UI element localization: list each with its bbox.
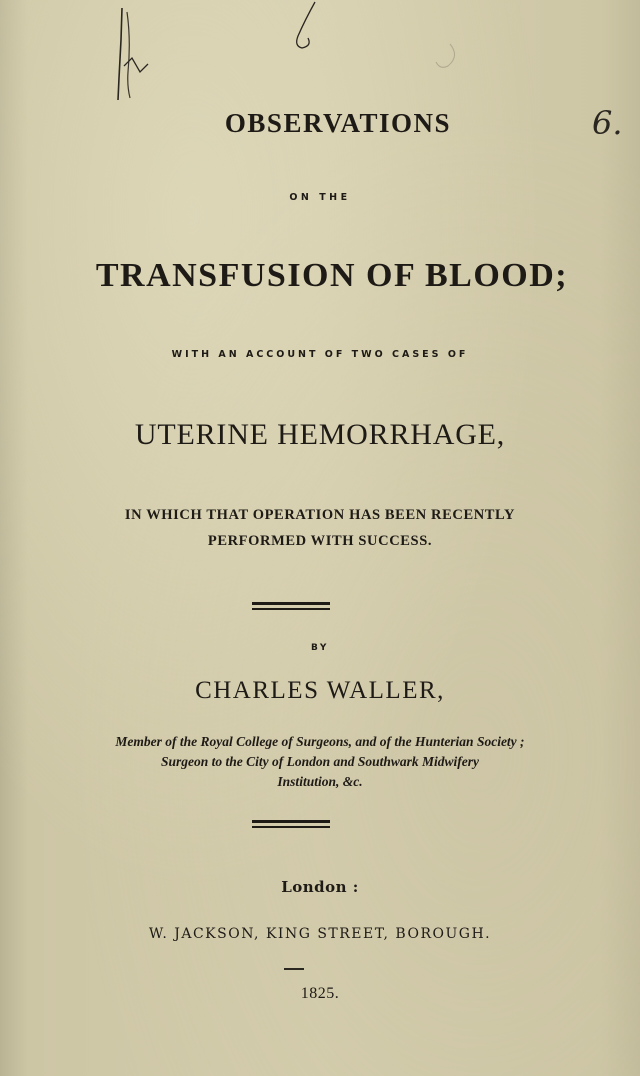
main-title: TRANSFUSION OF BLOOD; — [95, 257, 569, 294]
imprint-place: London : — [281, 878, 359, 896]
imprint-year: 1825. — [300, 985, 340, 1002]
connector-on-the: ON THE — [289, 192, 351, 203]
description-line-1: IN WHICH THAT OPERATION HAS BEEN RECENTLY — [124, 507, 516, 523]
short-rule-divider — [284, 968, 304, 970]
description-line-2: PERFORMED WITH SUCCESS. — [207, 533, 433, 549]
subject-title: UTERINE HEMORRHAGE, — [134, 418, 506, 451]
imprint-publisher: W. JACKSON, KING STREET, BOROUGH. — [148, 926, 492, 942]
credentials-line-2: Surgeon to the City of London and Southwark Midwifery — [160, 754, 480, 769]
double-rule-divider — [252, 602, 330, 611]
credentials-line-3: Institution, &c. — [277, 774, 363, 789]
heading-observations: OBSERVATIONS — [224, 108, 452, 138]
double-rule-divider — [252, 820, 330, 829]
author-name: CHARLES WALLER, — [195, 677, 445, 704]
by-line: BY — [311, 643, 329, 653]
credentials-line-1: Member of the Royal College of Surgeons, and of the Hunterian Society ; — [115, 734, 525, 749]
margin-annotation: 6. — [592, 104, 623, 142]
subtitle: WITH AN ACCOUNT OF TWO CASES OF — [171, 349, 469, 360]
